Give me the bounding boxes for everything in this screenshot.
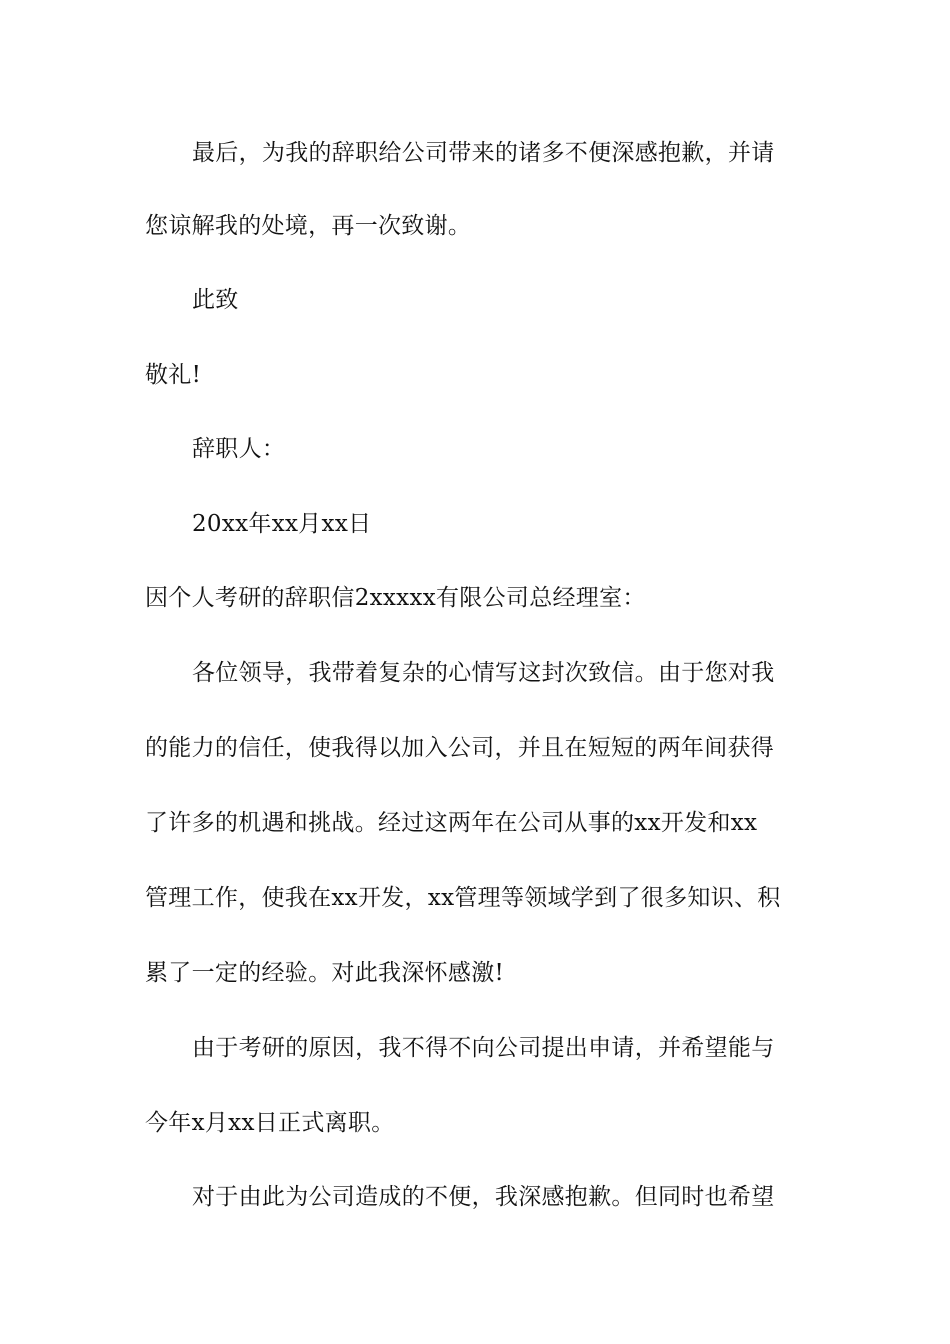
text-line: 的能力的信任，使我得以加入公司，并且在短短的两年间获得 [145, 735, 775, 761]
date-line: 20xx年xx月xx日 [192, 511, 372, 537]
text-line: 对于由此为公司造成的不便，我深感抱歉。但同时也希望 [192, 1184, 775, 1210]
text-line: 辞职人： [192, 436, 286, 462]
text-line: 管理工作，使我在xx开发，xx管理等领域学到了很多知识、积 [145, 885, 781, 911]
text-line: 各位领导，我带着复杂的心情写这封次致信。由于您对我 [192, 660, 775, 686]
text-line: 累了一定的经验。对此我深怀感激! [145, 960, 505, 986]
text-line: 了许多的机遇和挑战。经过这两年在公司从事的xx开发和xx [145, 810, 758, 836]
text-line: 您谅解我的处境，再一次致谢。 [145, 213, 472, 239]
text-line: 因个人考研的辞职信2xxxxx有限公司总经理室： [145, 585, 646, 611]
text-line: 由于考研的原因，我不得不向公司提出申请，并希望能与 [192, 1035, 775, 1061]
text-line: 敬礼! [145, 362, 202, 388]
text-line: 今年x月xx日正式离职。 [145, 1110, 395, 1136]
text-line: 此致 [192, 287, 239, 313]
text-line: 最后，为我的辞职给公司带来的诸多不便深感抱歉，并请 [192, 140, 775, 166]
